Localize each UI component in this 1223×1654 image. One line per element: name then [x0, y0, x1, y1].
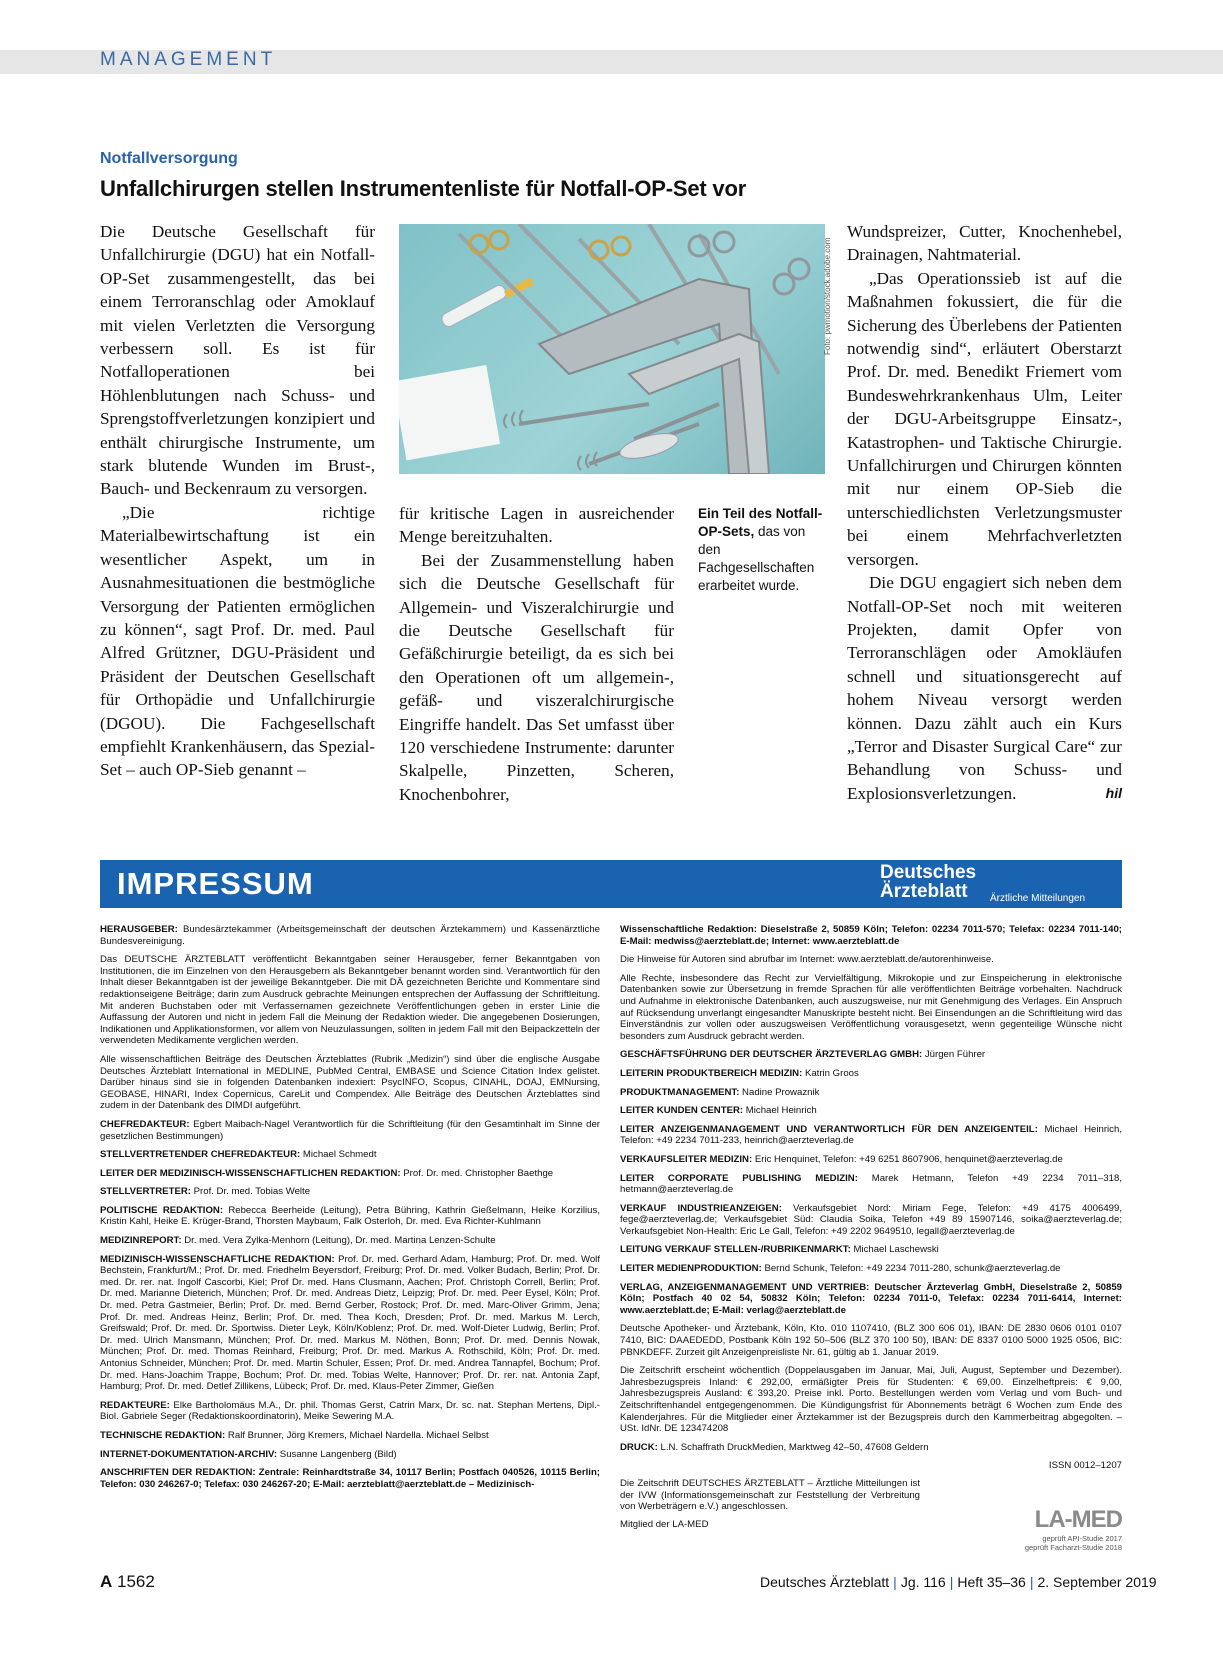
logo-line-2: Ärzteblatt: [880, 881, 968, 902]
impressum-entry: [620, 1068, 1122, 1080]
impressum-label: Wissenschaftliche Redaktion: Dieselstraße 2, 50859 Köln; Telefon: 02234 7011-570; Telefax: 02234 7011-140; E-Mail: medwiss@aerzteblatt.de; Internet: www.aerzteblatt.de: [620, 924, 1122, 947]
section-label: MANAGEMENT: [100, 49, 277, 70]
photo-caption: [698, 505, 828, 595]
article-column-1: [100, 220, 375, 782]
impressum-entry: [620, 1049, 1122, 1061]
impressum-entry: [100, 1149, 600, 1161]
paragraph: Wundspreizer, Cutter, Knochenhebel, Drainagen, Nahtmaterial.: [847, 222, 1122, 265]
impressum-text: Katrin Groos: [802, 1067, 859, 1079]
paragraph: Bei der Zusammenstellung haben sich die Deutsche Gesellschaft für Allgemein- und Viszeralchirurgie und die Deutsche Gesellschaft für Gefäßchirurgie beteiligt, da es sich bei den Operationen oft um allgemein-, gefäß- und viszeralchirurgische Eingriffe handelt. Das Set umfasst über 120 verschiedene Instrumente: darunter Skalpelle, Pinzetten, Scheren, Knochenbohrer,: [399, 550, 674, 804]
impressum-text: Egbert Maibach-Nagel Verantwortlich für die Schriftleitung (für den Gesamtinhalt im Sinne der gesetzlichen Bestimmungen): [100, 1118, 600, 1142]
impressum-entry: [100, 1400, 600, 1423]
article-column-3: [847, 220, 1122, 805]
impressum-label: CHEFREDAKTEUR:: [100, 1118, 190, 1130]
impressum-text: Rebecca Beerheide (Leitung), Petra Bühring, Kathrin Gießelmann, Heike Korzilius, Kristin Kahl, Heike E. Krüger-Brand, Thorsten Maybaum, Falk Osterloh, Dr. med. Eva Richter-Kuhlmann: [100, 1204, 600, 1228]
impressum-label: MEDIZINREPORT:: [100, 1235, 182, 1247]
impressum-text: Prof. Dr. med. Gerhard Adam, Hamburg; Prof. Dr. med. Wolf Bechstein, Frankfurt/M.; Prof. Dr. med. Friedhelm Beyersdorf, Freiburg; Prof. Dr. med. Volker Budach, Berlin; Prof. Dr. med. Dr. rer. nat. Ingolf Cascorbi, Kiel; Prof Dr. med. Hans Clusmann, Aachen; Prof. Christoph Correll, Berlin; Prof. Dr. med. Marianne Dieterich, München; Prof. Dr. med. Andreas Dietz, Leipzig; Prof. Dr. med. Peer Eysel, Köln; Prof. Dr. med. Petra Gastmeier, Berlin; Prof. Dr. med. Bernd Gerber, Rostock; Prof. Dr. med. Marc-Oliver Grimm, Jena; Prof. Dr. med. Andreas Heinz, Berlin; Prof. Dr. med. Thea Koch, Dresden; Prof. Dr. med. Markus M. Lerch, Greifswald; Prof. Dr. med. Dr. Sportwiss. Dieter Leyk, Köln/Koblenz; Prof. Dr. med. Wolf-Dieter Ludwig, Berlin; Prof. Dr. med. Ulrich Mansmann, München; Prof. Dr. med. Markus M. Nöthen, Bonn; Prof. Dr. med. Dennis Nowak, München; Prof. Dr. med. Thomas Reinhard, Freiburg; Prof. Dr. med. Markus A. Rothschild, Köln; Prof. Dr. med. Antonius Schneider, München; Prof. Dr. med. Martin Schuler, Essen; Prof. Dr. med. Andrea Tannapfel, Bochum; Prof. Dr. med. Hans-Joachim Trappe, Bochum; Prof. Dr. med. Tobias Welte, Hannover; Prof. Dr. rer. nat. Antonia Zapf, Hamburg; Prof. Dr. med. Detlef Zillikens, Lübeck; Prof. Dr. med. Klaus-Peter Zimmer, Gießen: [100, 1253, 600, 1393]
impressum-entry: [100, 1449, 600, 1461]
impressum-text: Prof. Dr. med. Tobias Welte: [190, 1186, 311, 1198]
impressum-entry: [100, 1235, 600, 1247]
impressum-left-column: [100, 924, 600, 1497]
impressum-entry: [100, 1168, 600, 1180]
footer-citation: Deutsches Ärzteblatt | Jg. 116 | Heft 35–36 | 2. September 2019: [760, 1574, 1157, 1590]
impressum-text: Michael Heinrich: [743, 1105, 817, 1117]
impressum-label: LEITERIN PRODUKTBEREICH MEDIZIN:: [620, 1067, 803, 1079]
impressum-label: PRODUKTMANAGEMENT:: [620, 1086, 740, 1098]
impressum-text: Alle Rechte, insbesondere das Recht zur Vervielfältigung, Mikrokopie und zur Einspeicherung in elektronische Datenbanken sowie zur Übersetzung in fremde Sprachen für alle veröffentlichten Beiträge vorbehalten. Nachdruck und Aufnahme in elektronische Datenbanken, auch auszugsweise, nur mit Genehmigung des Verlages. Ein Anspruch auf Rücksendung unverlangt eingesandter Manuskripte besteht nicht. Bei Einsendungen an die Schriftleitung wird das Einverständnis zur vollen oder auszugsweisen Veröffentlichung vorausgesetzt, wenn gegenteilige Wünsche nicht besonders zum Ausdruck gebracht werden.: [620, 972, 1122, 1042]
impressum-entry: [100, 1186, 600, 1198]
impressum-entry: [620, 1244, 1122, 1256]
impressum-text: Deutsche Apotheker- und Ärztebank, Köln, Kto. 010 1107410, (BLZ 300 606 01), IBAN: DE 2830 0606 0101 0107 7410, BIC: DAAEDEDD, Postbank Köln 192 50–506 (BLZ 370 100 50), IBAN: DE 8337 0100 5000 1925 0506, BIC: PBNKDEFF. Zurzeit gilt Anzeigenpreisliste Nr. 61, gültig ab 1. Januar 2019.: [620, 1323, 1122, 1358]
impressum-text: Das DEUTSCHE ÄRZTEBLATT veröffentlicht Bekanntgaben seiner Herausgeber, ferner Bekanntgaben von Institutionen, die im Einzelnen von den Herausgebern als Bekanntgeber benannt worden sind. Verantwortlich für den Inhalt dieser Bekanntgaben ist der jeweilige Bekanntgeber. Die mit DÄ gezeichneten Berichte und Kommentare sind redaktionseigene Beiträge; darin zum Ausdruck gebrachte Meinungen entsprechen der Auffassung der Schriftleitung. Mit anderen Buchstaben oder mit Verfassernamen gezeichnete Veröffentlichungen geben in erster Linie die Auffassung der Autoren und nicht in jedem Fall die Meinung der Redaktion wieder. Die angegebenen Dosierungen, Indikationen und Applikationsformen, vor allem von Neuzulassungen, sollten in jedem Fall mit den Beipackzetteln der verwendeten Medikamente verglichen werden.: [100, 954, 600, 1047]
impressum-label: DRUCK:: [620, 1441, 658, 1453]
impressum-entry: [620, 1365, 1122, 1435]
impressum-label: VERKAUFSLEITER MEDIZIN:: [620, 1153, 753, 1165]
caption-text: das von den Fachgesellschaften erarbeitet wurde.: [698, 524, 815, 593]
footer-date: 2. September 2019: [1037, 1574, 1157, 1590]
logo-subtitle: Ärztliche Mitteilungen: [990, 893, 1086, 904]
surgical-instruments-photo: [399, 224, 825, 474]
paragraph: [847, 571, 1122, 805]
impressum-entry: [620, 1154, 1122, 1166]
caption-bold: Ein Teil des Notfall-OP-Sets,: [698, 506, 823, 539]
impressum-label: LEITUNG VERKAUF STELLEN-/RUBRIKENMARKT:: [620, 1244, 851, 1256]
impressum-title: IMPRESSUM: [117, 866, 314, 901]
paragraph: Die Deutsche Gesellschaft für Unfallchirurgie (DGU) hat ein Notfall-OP-Set zusammengestellt, das bei einem Terroranschlag oder Amoklauf mit vielen Verletzten die Versorgung verbessern soll. Es ist für Notfalloperationen bei Höhlenblutungen nach Schuss- und Sprengstoffverletzungen konzipiert und enthält chirurgische Instrumente, um stark blutende Wunden im Brust-, Bauch- und Beckenraum zu versorgen.: [100, 222, 375, 499]
impressum-text: Alle wissenschaftlichen Beiträge des Deutschen Ärzteblattes (Rubrik „Medizin“) sind über die englische Ausgabe Deutsches Ärzteblatt International in MEDLINE, PubMed Central, EMBASE und Science Citation Index gelistet. Darüber hinaus sind sie in folgenden Datenbanken indexiert: PsycINFO, Scopus, CINAHL, DOAJ, EMNursing, GEOBASE, HINARI, Index Copernicus, CareLit und Compendex. Alle Beiträge des Deutschen Ärzteblattes sind zudem in der Datenbank des DIMDI aufgeführt.: [100, 1053, 600, 1112]
impressum-label: POLITISCHE REDAKTION:: [100, 1204, 224, 1216]
impressum-label: HERAUSGEBER:: [100, 924, 178, 935]
paragraph: „Das Operationssieb ist auf die Maßnahmen fokussiert, die für die Sicherung des Überlebens der Patienten notwendig sind“, erläutert Oberstarzt Prof. Dr. med. Benedikt Friemert vom Bundeswehrkrankenhaus Ulm, Leiter der DGU-Arbeitsgruppe Einsatz-, Katastrophen- und Taktische Chirurgie. Unfallchirurgen und Chirurgen könnten mit nur einem OP-Sieb die unterschiedlichsten Verletzungsmuster bei einem Mehrfachverletzten versorgen.: [847, 268, 1122, 569]
impressum-entry: [100, 924, 600, 947]
impressum-entry: [100, 1430, 600, 1442]
paragraph: für kritische Lagen in ausreichender Menge bereitzuhalten.: [399, 504, 674, 547]
paragraph: „Die richtige Materialbewirtschaftung ist ein wesentlicher Aspekt, um in Ausnahmesituationen die bestmögliche Versorgung der Patienten ermöglichen zu können“, sagt Prof. Dr. med. Paul Alfred Grützner, DGU-Präsident und Präsident der Deutschen Gesellschaft für Orthopädie und Unfallchirurgie (DGOU). Die Fachgesellschaft empfiehlt Krankenhäusern, das Spezial-Set – auch OP-Sieb genannt –: [100, 502, 375, 780]
lamed-logo: LA-MED: [1034, 1506, 1122, 1533]
lamed-member: Mitglied der LA-MED: [620, 1518, 709, 1530]
impressum-text: Prof. Dr. med. Christopher Baethge: [400, 1167, 554, 1179]
impressum-text: Bernd Schunk, Telefon: +49 2234 7011-280, schunk@aerzteverlag.de: [761, 1263, 1061, 1275]
impressum-label: GESCHÄFTSFÜHRUNG DER DEUTSCHER ÄRZTEVERLAG GMBH:: [620, 1049, 923, 1061]
impressum-text: Ralf Brunner, Jörg Kremers, Michael Nardella. Michael Selbst: [225, 1429, 489, 1441]
impressum-entry: [620, 1105, 1122, 1117]
impressum-label: REDAKTEURE:: [100, 1399, 170, 1411]
impressum-label: LEITER MEDIENPRODUKTION:: [620, 1263, 762, 1275]
impressum-entry: [100, 954, 600, 1047]
photo-credit: Foto: pwmotion/stock.adobe.com: [823, 237, 832, 355]
impressum-entry: [100, 1054, 600, 1112]
impressum-entry: [620, 1173, 1122, 1196]
article-headline: Unfallchirurgen stellen Instrumentenliste für Notfall-OP-Set vor: [100, 176, 747, 201]
impressum-text: Elke Bartholomäus M.A., Dr. phil. Thomas Gerst, Catrin Marx, Dr. sc. nat. Stephan Mertens, Dipl.-Biol. Gabriele Seger (Redaktionskoordinatorin), Meike Sewering M.A.: [100, 1399, 600, 1423]
impressum-entry: [100, 1119, 600, 1142]
impressum-text: Bundesärztekammer (Arbeitsgemeinschaft der deutschen Ärztekammern) und Kassenärztliche Bundesvereinigung.: [100, 924, 600, 947]
logo-line-1: Deutsches: [880, 862, 977, 883]
paragraph-text: Die DGU engagiert sich neben dem Notfall-OP-Set noch mit weiteren Projekten, damit Opfer von Terroranschlägen oder Amokläufen schnell und situationsgerecht auf hohem Niveau versorgt werden können. Dazu zählt auch ein Kurs „Terror and Disaster Surgical Care“ zur Behandlung von Schuss- und Explosionsverletzungen.: [847, 573, 1122, 803]
ivw-note: Die Zeitschrift DEUTSCHES ÄRZTEBLATT – Ärztliche Mitteilungen ist der IVW (Informationsgemeinschaft zur Feststellung der Verbreitung von Werbeträgern e.V.) angeschlossen.: [620, 1477, 920, 1513]
footer-journal: Deutsches Ärzteblatt: [760, 1574, 890, 1590]
impressum-label: LEITER DER MEDIZINISCH-WISSENSCHAFTLICHEN REDAKTION:: [100, 1167, 401, 1179]
impressum-entry: [620, 973, 1122, 1043]
impressum-text: Michael Schmedt: [300, 1149, 377, 1161]
impressum-text: L.N. Schaffrath DruckMedien, Marktweg 42–50, 47608 Geldern: [657, 1441, 929, 1453]
impressum-entry: [620, 1263, 1122, 1275]
impressum-entry: [620, 1323, 1122, 1358]
impressum-entry: [620, 924, 1122, 947]
impressum-text: Michael Laschewski: [850, 1244, 939, 1256]
impressum-label: LEITER ANZEIGENMANAGEMENT UND VERANTWORTLICH FÜR DEN ANZEIGENTEIL:: [620, 1123, 1038, 1135]
page-prefix: A: [100, 1572, 113, 1591]
impressum-label: VERLAG, ANZEIGENMANAGEMENT UND VERTRIEB: Deutscher Ärzteverlag GmbH, Dieselstraße 2, 50859 Köln; Postfach 40 02 54, 50832 Köln; Telefon: 02234 7011-0, Telefax: 02234 7011-6414, Internet: www.aerzteblatt.de; E-Mail: verlag@aerzteblatt.de: [620, 1281, 1122, 1316]
impressum-label: MEDIZINISCH-WISSENSCHAFTLICHE REDAKTION:: [100, 1253, 335, 1265]
impressum-text: Marek Hetmann, Telefon +49 2234 7011–318, hetmann@aerzteverlag.de: [620, 1172, 1122, 1196]
impressum-entry: [620, 1203, 1122, 1238]
impressum-text: Dr. med. Vera Zylka-Menhorn (Leitung), Dr. med. Martina Lenzen-Schulte: [181, 1235, 496, 1247]
impressum-entry: [620, 1124, 1122, 1147]
article-column-2: [399, 502, 674, 806]
impressum-entry: [620, 1282, 1122, 1317]
impressum-text: Jürgen Führer: [922, 1049, 986, 1061]
impressum-entry: [100, 1205, 600, 1228]
deutsches-aerzteblatt-logo: [880, 862, 1086, 904]
impressum-label: ANSCHRIFTEN DER REDAKTION: Zentrale: Reinhardtstraße 34, 10117 Berlin; Postfach 040526, 10115 Berlin; Telefon: 030 246267-0; Telefax: 030 246267-20; E-Mail: aerzteblatt@aerzteblatt.de – Medizinisch-: [100, 1467, 600, 1490]
impressum-label: STELLVERTRETENDER CHEFREDAKTEUR:: [100, 1149, 301, 1161]
page-number: [100, 1572, 155, 1592]
impressum-entry: [620, 1087, 1122, 1099]
author-initials: hil: [1105, 784, 1122, 801]
impressum-text: Eric Henquinet, Telefon: +49 6251 8607906, henquinet@aerzteverlag.de: [752, 1153, 1063, 1165]
impressum-text: Susanne Langenberg (Bild): [277, 1448, 397, 1460]
impressum-entry: [620, 954, 1122, 966]
impressum-label: STELLVERTRETER:: [100, 1186, 191, 1198]
impressum-text: Die Zeitschrift erscheint wöchentlich (Doppelausgaben im Januar, Mai, Juli, August, September und Dezember). Jahresbezugspreis Inland: € 292,00, ermäßigter Preis für Studenten: € 69,00. Einzelheftpreis: € 9,00, Jahresbezugspreis Ausland: € 393,20. Preise inkl. Porto. Bestellungen werden vom Verlag und vom Buch- und Zeitschriftenhandel entgegengenommen. Die Kündigungsfrist für Abonnements beträgt 6 Wochen zum Ende des Kalenderjahres. Für die Mitglieder einer Ärztekammer ist der Bezugspreis durch den Kammerbeitrag abgegolten. – USt. IdNr. DE 123474208: [620, 1365, 1122, 1435]
footer-issue: Heft 35–36: [957, 1574, 1026, 1590]
impressum-label: LEITER KUNDEN CENTER:: [620, 1105, 744, 1117]
impressum-label: VERKAUF INDUSTRIEANZEIGEN:: [620, 1202, 782, 1214]
impressum-entry: [100, 1254, 600, 1393]
impressum-text: Nadine Prowaznik: [739, 1086, 820, 1098]
impressum-text: Michael Heinrich, Telefon: +49 2234 7011-233, heinrich@aerzteverlag.de: [620, 1123, 1122, 1147]
impressum-text: Verkaufsgebiet Nord: Miriam Fege, Telefon: +49 4175 4006499, fege@aerzteverlag.de; Verkaufsgebiet Süd: Claudia Soika, Telefon +49 89 15907146, soika@aerzteverlag.de; Verkaufsgebiet Non-Health: Eric Le Gall, Telefon: +49 2202 9649510, legall@aerzteverlag.de: [620, 1202, 1122, 1237]
lamed-seal: [1010, 1506, 1122, 1552]
impressum-text: Die Hinweise für Autoren sind abrufbar im Internet: www.aerzteblatt.de/autorenhinweise.: [620, 954, 994, 966]
lamed-api-study: geprüft API-Studie 2017: [1042, 1534, 1122, 1543]
issn: ISSN 0012–1207: [1048, 1460, 1122, 1472]
impressum-label: INTERNET-DOKUMENTATION-ARCHIV:: [100, 1448, 278, 1460]
page-number-value: 1562: [117, 1572, 155, 1591]
lamed-facharzt-study: geprüft Facharzt-Studie 2018: [1024, 1543, 1122, 1552]
impressum-label: LEITER CORPORATE PUBLISHING MEDIZIN:: [620, 1172, 858, 1184]
impressum-entry: [100, 1467, 600, 1490]
impressum-label: TECHNISCHE REDAKTION:: [100, 1429, 226, 1441]
instruments-illustration: [399, 224, 825, 474]
footer-volume: Jg. 116: [900, 1574, 946, 1590]
impressum-right-column: [620, 924, 1122, 1530]
article-kicker: Notfallversorgung: [100, 150, 238, 167]
impressum-entry: [620, 1442, 1122, 1454]
